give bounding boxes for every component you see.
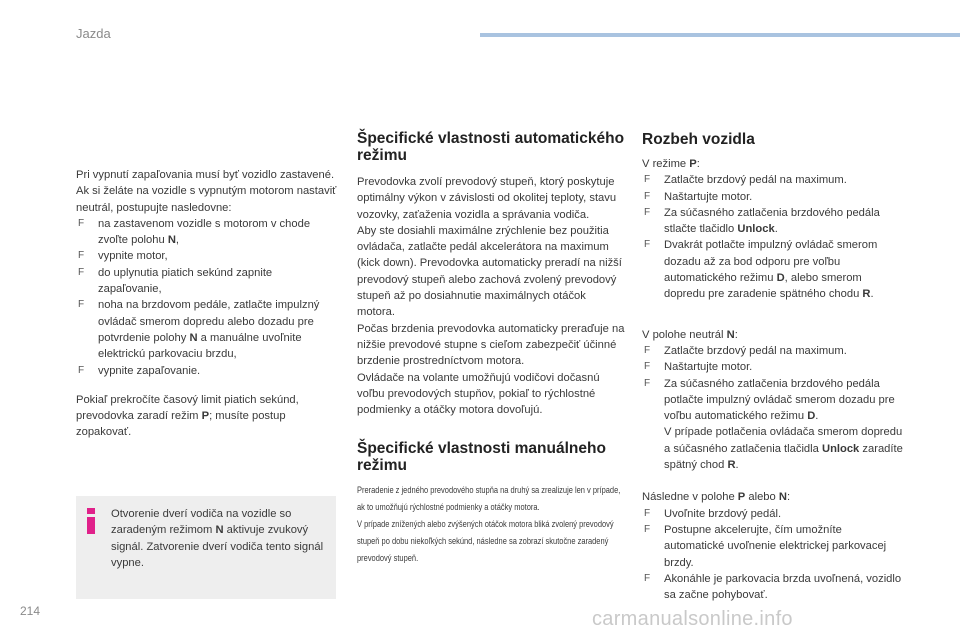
- middle-column: [357, 130, 625, 567]
- section-heading: Špecifické vlastnosti automatického režimu: [357, 130, 625, 164]
- small-text: Preradenie z jedného prevodového stupňa na druhý sa zrealizuje len v prípade, ak to umožňujú rýchlostné podmienky a otáčky motora. V prípade znížených alebo zvýšených otáčok motora bliká zvolený prevodový stupeň po dobu niekoľkých sekúnd, následne sa zobrazí skutočne zaradený prevodový stupeň.: [357, 485, 621, 565]
- info-icon: [84, 508, 98, 534]
- list-item: F Zatlačte brzdový pedál na maximum.: [642, 343, 904, 359]
- right-column: [642, 131, 904, 603]
- list-item: F Akonáhle je parkovacia brzda uvoľnená, vozidlo sa začne pohybovať.: [642, 571, 904, 604]
- list-item: F Zatlačte brzdový pedál na maximum.: [642, 172, 904, 188]
- header-bar: [480, 33, 960, 37]
- paragraph: Následne v polohe P alebo N:: [642, 491, 791, 504]
- bullet-list: [642, 506, 904, 604]
- list-item: F Naštartujte motor.: [642, 359, 904, 375]
- watermark: carmanualsonline.info: [592, 608, 793, 630]
- paragraph: Ovládače na volante umožňujú vodičovi dočasnú voľbu prevodových stupňov, pokiaľ to rýchlostné podmienky a otáčky motora dovoľujú.: [357, 371, 600, 417]
- list-item: F Uvoľnite brzdový pedál.: [642, 506, 904, 522]
- paragraph: Aby ste dosiahli maximálne zrýchlenie bez použitia ovládača, zatlačte pedál akcelerátora na maximum (kick down). Prevodovka automaticky preradí na nižší prevodový stupeň alebo zachová zvolený prevodový stupeň až po dosiahnutie maximálnych otáčok motora.: [357, 224, 622, 319]
- list-item: F na zastavenom vozidle s motorom v chode zvoľte polohu N,: [76, 216, 338, 249]
- bullet-list: [642, 172, 904, 302]
- paragraph: Pokiaľ prekročíte časový limit piatich sekúnd, prevodovka zaradí režim P; musíte postup zopakovať.: [76, 393, 299, 439]
- list-item: F Za súčasného zatlačenia brzdového pedála potlačte impulzný ovládač smerom dozadu pre voľbu automatického režimu D. V prípade potlačenia ovládača smerom dopredu a súčasného zatlačenia tlačidla Unlock zaradíte spätný chod R.: [642, 376, 904, 474]
- section-heading: Rozbeh vozidla: [642, 131, 755, 148]
- list-item: F do uplynutia piatich sekúnd zapnite zapaľovanie,: [76, 265, 338, 298]
- section-heading: Špecifické vlastnosti manuálneho režimu: [357, 440, 606, 475]
- header-title: Jazda: [76, 26, 111, 41]
- left-column: [76, 167, 338, 441]
- list-item: F Za súčasného zatlačenia brzdového pedála stlačte tlačidlo Unlock.: [642, 205, 904, 238]
- list-item: F vypnite zapaľovanie.: [76, 363, 338, 379]
- info-box: [76, 496, 336, 599]
- paragraph: Prevodovka zvolí prevodový stupeň, ktorý poskytuje optimálny výkon v závislosti od okolitej teploty, stavu vozovky, zaťaženia vozidla a správania vodiča.: [357, 176, 617, 221]
- list-item: F vypnite motor,: [76, 248, 338, 264]
- bullet-list: [76, 216, 338, 379]
- list-item: F Postupne akcelerujte, čím umožníte automatické uvoľnenie elektrickej parkovacej brzdy.: [642, 522, 904, 571]
- paragraph: Pri vypnutí zapaľovania musí byť vozidlo zastavené.: [76, 169, 335, 181]
- list-item: F Dvakrát potlačte impulzný ovládač smerom dozadu až za bod odporu pre voľbu automatického režimu D, alebo smerom dopredu pre zaradenie spätného chodu R.: [642, 237, 904, 302]
- paragraph: Ak si želáte na vozidle s vypnutým motorom nastaviť neutrál, postupujte nasledovne:: [76, 185, 337, 214]
- paragraph: Počas brzdenia prevodovka automaticky preraďuje na nižšie prevodové stupne s cieľom zabezpečiť účinné brzdenie prostredníctvom motora.: [357, 322, 625, 368]
- list-item: F Naštartujte motor.: [642, 189, 904, 205]
- page-number: 214: [20, 604, 41, 618]
- info-text: Otvorenie dverí vodiča na vozidle so zaradeným režimom N aktivuje zvukový signál. Zatvorenie dverí vodiča tento signál vypne.: [111, 508, 324, 569]
- paragraph: V polohe neutrál N:: [642, 328, 738, 341]
- list-item: F noha na brzdovom pedále, zatlačte impulzný ovládač smerom dopredu alebo dozadu pre potvrdenie polohy N a manuálne uvoľnite elektrickú parkovaciu brzdu,: [76, 297, 338, 362]
- bullet-list: [642, 343, 904, 473]
- paragraph: V režime P:: [642, 158, 700, 170]
